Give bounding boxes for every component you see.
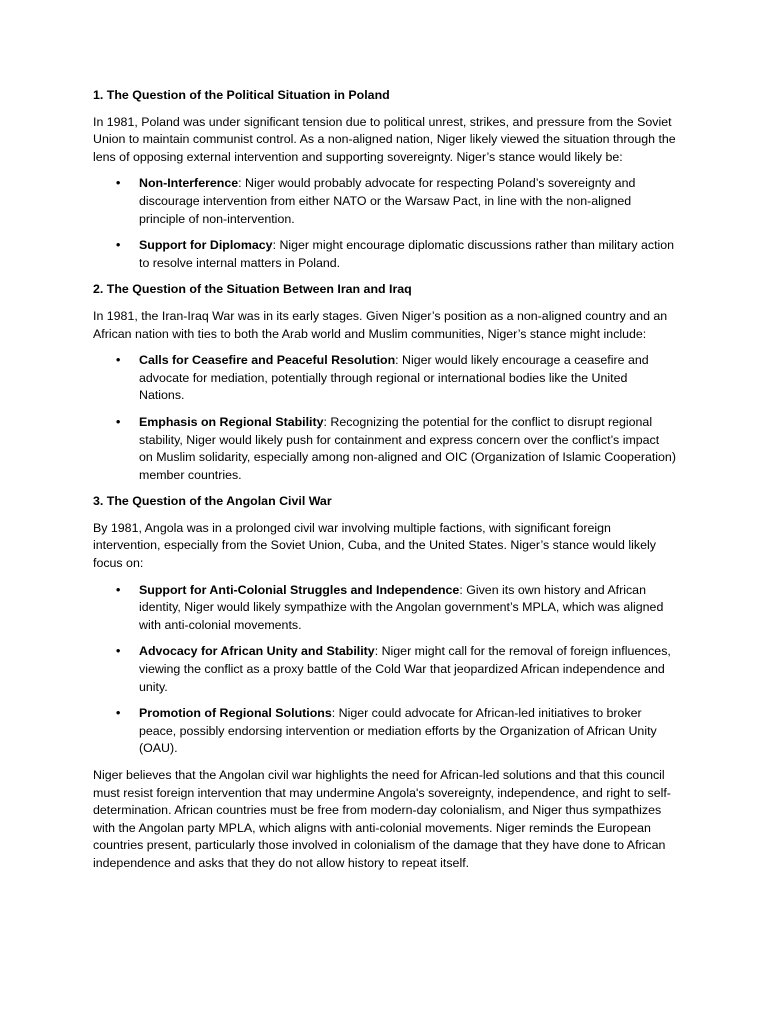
bullet-text: : Niger would probably advocate for respecting Poland’s sovereignty and discourage intervention from either NATO or the Warsaw Pact, in line with the non-aligned principle of non-intervention. — [139, 176, 636, 226]
bullet-item — [93, 237, 676, 272]
bullet-term: Non-Interference — [139, 176, 239, 191]
bullet-icon: • — [116, 353, 121, 368]
section-iran-iraq — [93, 281, 676, 484]
bullet-item — [93, 175, 676, 228]
closing-paragraph: Niger believes that the Angolan civil war highlights the need for African-led solutions and that this council must resist foreign intervention that may undermine Angola's sovereignty, independence, and right to self-determination. African countries must be free from modern-day colonialism, and Niger thus sympathizes with the Angolan party MPLA, which aligns with anti-colonial movements. Niger reminds the European countries present, particularly those involved in colonialism of the damage that they have done to African independence and asks that they do not allow history to repeat itself. — [93, 768, 671, 870]
bullet-icon: • — [116, 644, 121, 659]
bullet-item — [93, 705, 676, 758]
bullet-text: : Recognizing the potential for the conflict to disrupt regional stability, Niger would likely push for containment and express concern over the conflict’s impact on Muslim solidarity, especially among non-aligned and OIC (Organization of Islamic Cooperation) member countries. — [139, 414, 676, 482]
section-heading: 3. The Question of the Angolan Civil War — [93, 494, 332, 509]
bullet-icon: • — [116, 176, 121, 191]
bullet-text: : Niger might encourage diplomatic discussions rather than military action to resolve internal matters in Poland. — [139, 238, 675, 270]
bullet-list — [93, 175, 676, 272]
bullet-icon: • — [116, 414, 121, 429]
section-intro: In 1981, the Iran-Iraq War was in its early stages. Given Niger’s position as a non-aligned country and an African nation with ties to both the Arab world and Muslim communities, Niger’s stance might include: — [93, 308, 668, 341]
section-heading: 1. The Question of the Political Situation in Poland — [93, 88, 390, 102]
bullet-text: : Niger might call for the removal of foreign influences, viewing the conflict as a proxy battle of the Cold War that jeopardized African independence and unity. — [139, 644, 671, 694]
section-poland — [93, 87, 676, 272]
bullet-term: Support for Anti-Colonial Struggles and Independence — [139, 582, 460, 597]
bullet-list — [93, 582, 676, 758]
bullet-item — [93, 414, 676, 484]
bullet-text: : Given its own history and African identity, Niger would likely sympathize with the Angolan government’s MPLA, which was aligned with anti-colonial movements. — [139, 582, 664, 632]
section-heading: 2. The Question of the Situation Between Iran and Iraq — [93, 282, 412, 297]
section-angola — [93, 493, 676, 758]
bullet-term: Emphasis on Regional Stability — [139, 414, 324, 429]
bullet-term: Promotion of Regional Solutions — [139, 706, 332, 721]
bullet-list — [93, 352, 676, 484]
bullet-icon: • — [116, 706, 121, 721]
bullet-icon: • — [116, 238, 121, 253]
bullet-item — [93, 352, 676, 405]
bullet-icon: • — [116, 582, 121, 597]
bullet-term: Calls for Ceasefire and Peaceful Resolution — [139, 353, 396, 368]
bullet-text: : Niger could advocate for African-led initiatives to broker peace, possibly endorsing intervention or mediation efforts by the Organization of African Unity (OAU). — [139, 706, 657, 756]
bullet-item — [93, 582, 676, 635]
section-intro: By 1981, Angola was in a prolonged civil war involving multiple factions, with significant foreign intervention, especially from the Soviet Union, Cuba, and the United States. Niger’s stance would likely focus on: — [93, 520, 656, 571]
bullet-text: : Niger would likely encourage a ceasefire and advocate for mediation, potentially through regional or international bodies like the United Nations. — [139, 353, 649, 403]
bullet-term: Advocacy for African Unity and Stability — [139, 644, 375, 659]
section-intro: In 1981, Poland was under significant tension due to political unrest, strikes, and pressure from the Soviet Union to maintain communist control. As a non-aligned nation, Niger likely viewed the situation through the lens of opposing external intervention and supporting sovereignty. Niger’s stance would likely be: — [93, 114, 676, 164]
bullet-item — [93, 643, 676, 696]
bullet-term: Support for Diplomacy — [139, 238, 273, 253]
